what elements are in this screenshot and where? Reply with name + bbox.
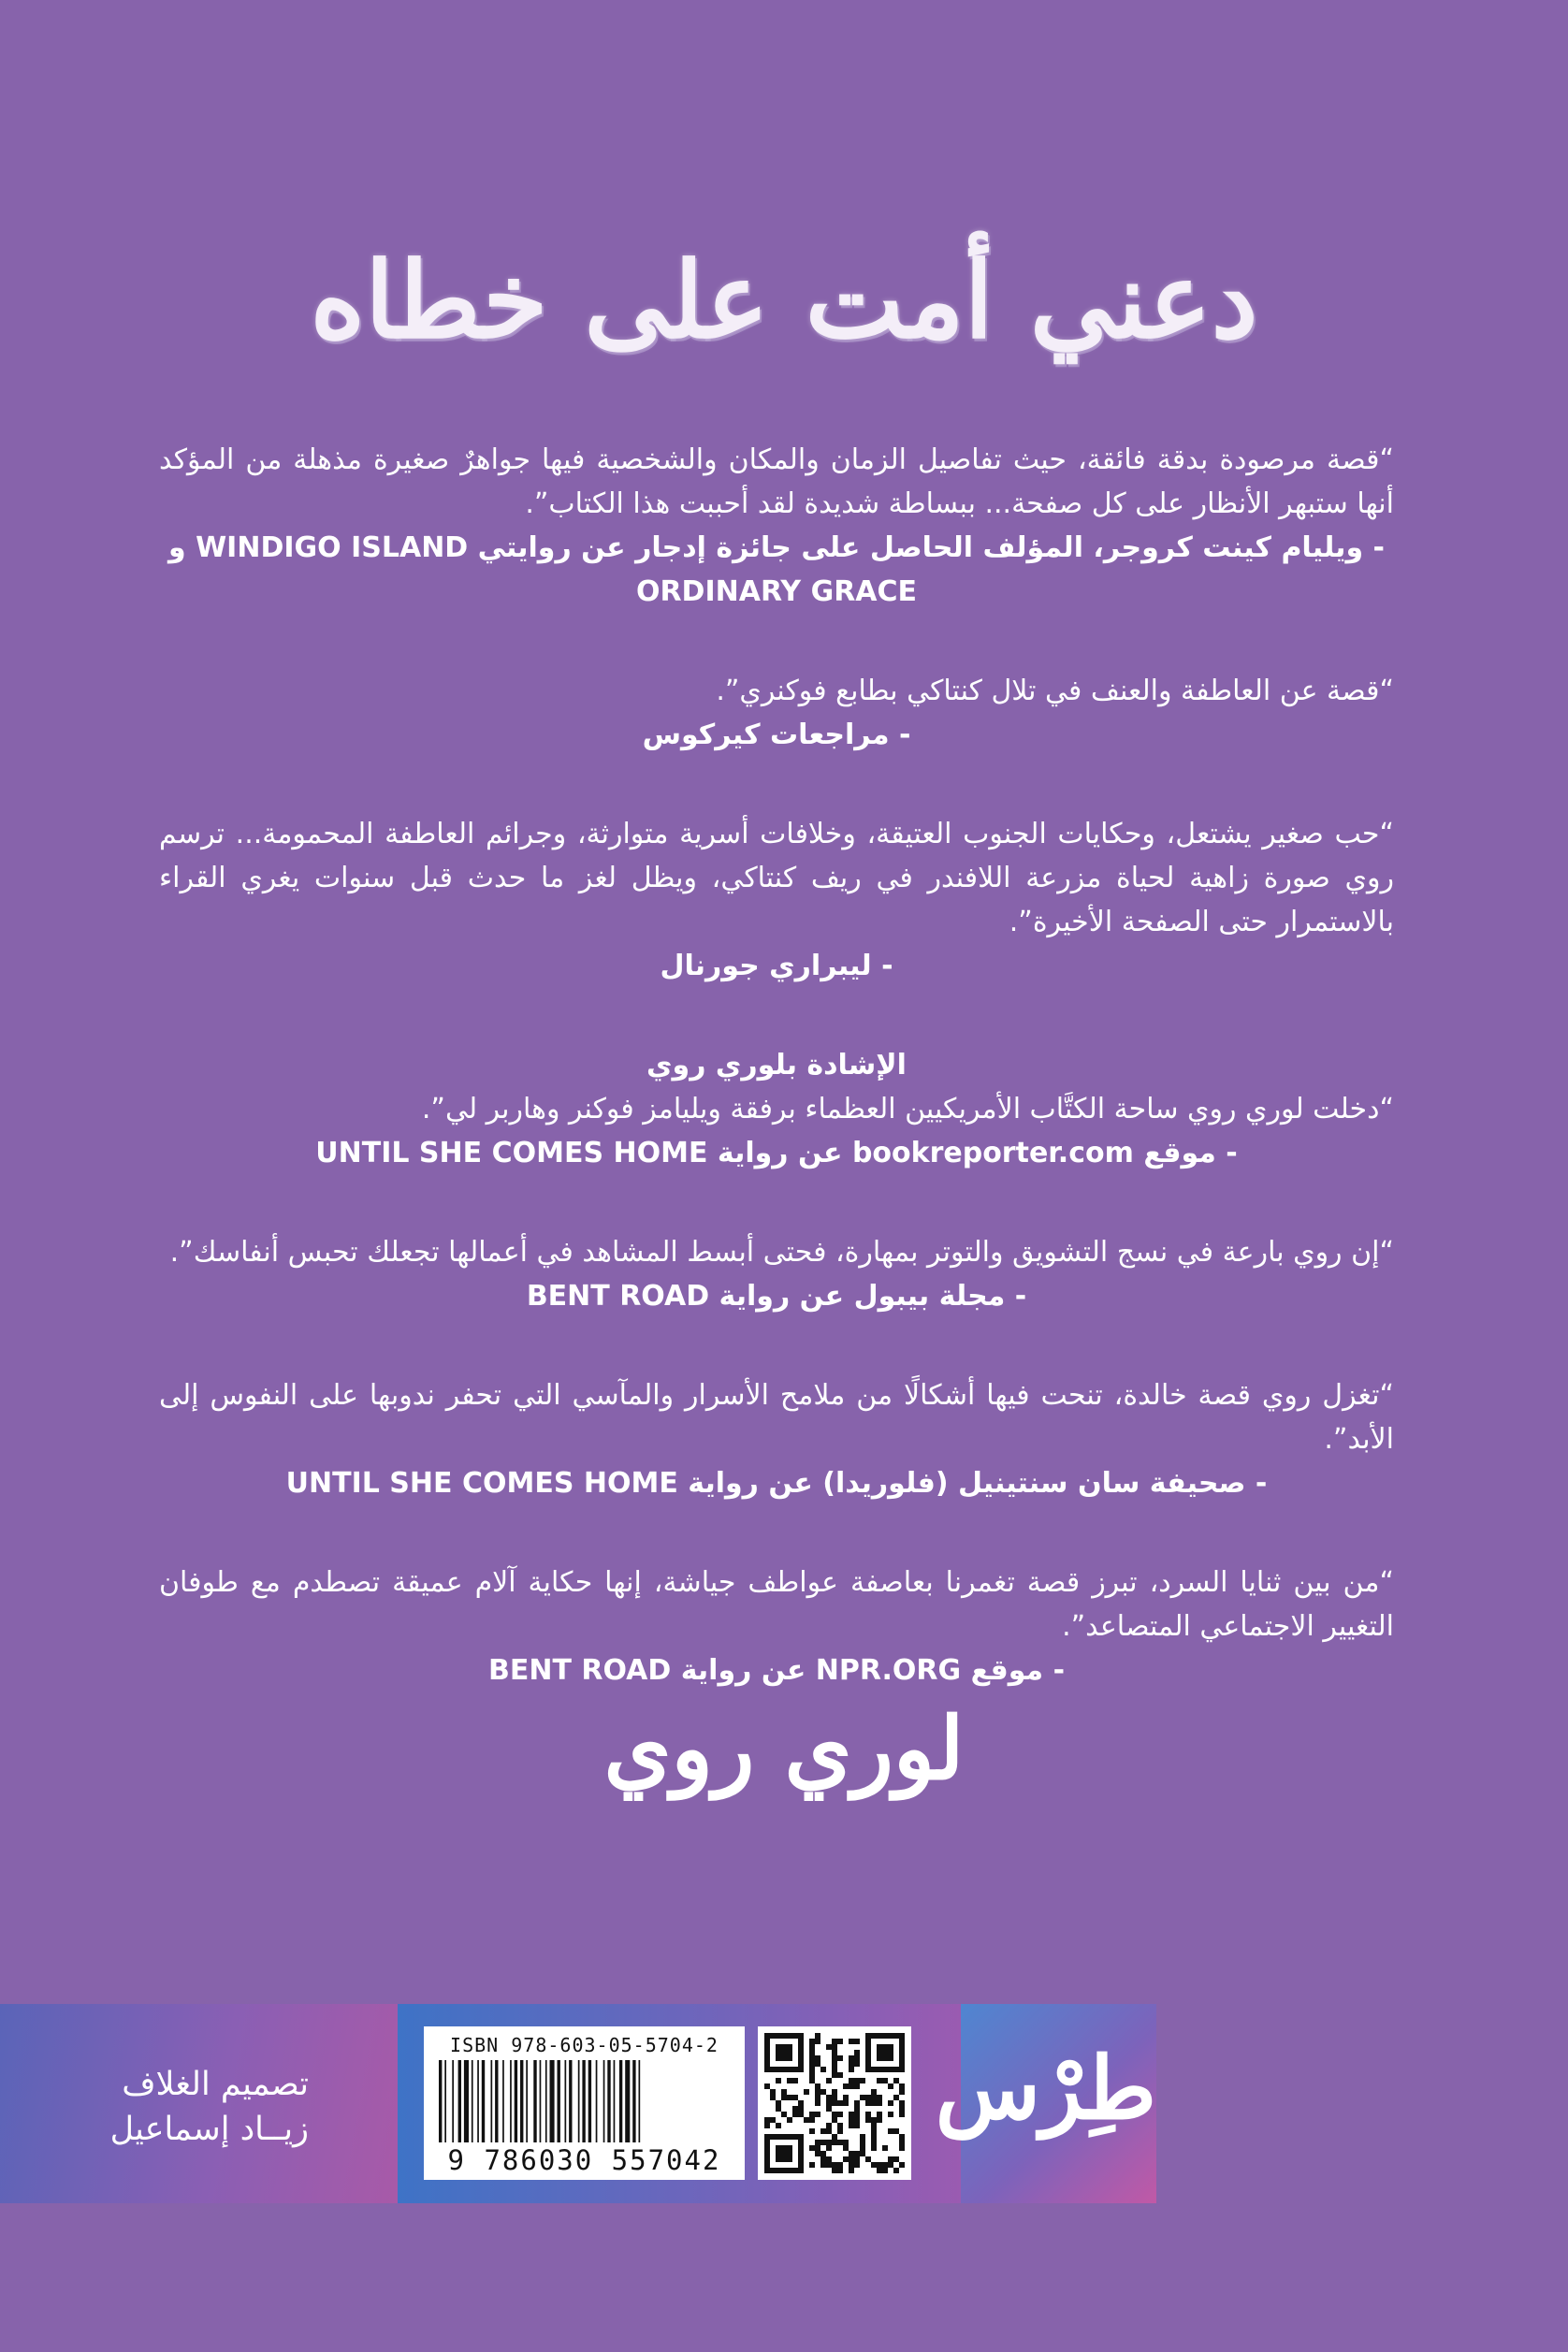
barcode-bars-icon (439, 2060, 730, 2142)
review-quote: “من بين ثنايا السرد، تبرز قصة تغمرنا بعاصفة عواطف جياشة، إنها حكاية آلام عميقة تصطدم مع طوفان التغيير الاجتماعي المتصاعد”. (159, 1566, 1394, 1643)
author-name: لوري روي (603, 1698, 965, 1799)
review-quote: “قصة عن العاطفة والعنف في تلال كنتاكي بطابع فوكنري”. (716, 675, 1394, 707)
cover-credit (110, 2062, 309, 2152)
publisher-logo: طِرْس (935, 2038, 1156, 2139)
barcode-panel (398, 2004, 961, 2203)
review-block (159, 1561, 1394, 1692)
review-source: - مراجعات كيركوس (642, 719, 911, 751)
review-quote: “حب صغير يشتعل، وحكايات الجنوب العتيقة، وخلافات أسرية متوارثة، وجرائم العاطفة المحمومة... ترسم روي صورة زاهية لحياة مزرعة اللافندر في ريف كنتاكي، ويظل لغز ما حدث قبل سنوات يغري القراء بالاستمرار حتى الصفحة الأخيرة”. (159, 818, 1394, 938)
review-source: - ويليام كينت كروجر، المؤلف الحاصل على جائزة إدجار عن روايتي WINDIGO ISLAND و ORDINARY GRACE (168, 531, 1385, 608)
review-block (159, 438, 1394, 614)
isbn-digits: 9 786030 557042 (447, 2144, 721, 2176)
praise-heading: الإشادة بلوري روي (646, 1049, 907, 1082)
bottom-band (0, 2004, 1156, 2203)
review-quote: “دخلت لوري روي ساحة الكتَّاب الأمريكيين العظماء برفقة ويليامز فوكنر وهاربر لي”. (421, 1093, 1394, 1125)
cover-credit-panel (0, 2004, 398, 2203)
review-source: - موقع bookreporter.com عن رواية UNTIL SHE COMES HOME (315, 1137, 1238, 1169)
review-block (159, 812, 1394, 988)
review-block (159, 1373, 1394, 1505)
review-quote: “قصة مرصودة بدقة فائقة، حيث تفاصيل الزمان والمكان والشخصية فيها جواهرٌ صغيرة مذهلة من المؤكد أنها ستبهر الأنظار على كل صفحة... ببساطة شديدة لقد أحببت هذا الكتاب”. (159, 443, 1394, 520)
qr-code (758, 2026, 911, 2180)
review-block (159, 1043, 1394, 1175)
publisher-logo-panel (935, 2004, 1156, 2203)
reviews-section (159, 438, 1394, 1692)
review-block (159, 669, 1394, 757)
cover-designer-name: زيــاد إسماعيل (109, 2111, 309, 2148)
qr-code-icon (758, 2026, 911, 2180)
isbn-barcode (424, 2026, 745, 2180)
isbn-label: ISBN 978-603-05-5704-2 (450, 2034, 719, 2056)
review-source: - ليبراري جورنال (660, 950, 893, 982)
review-quote: “تغزل روي قصة خالدة، تنحت فيها أشكالًا من ملامح الأسرار والمآسي التي تحفر ندوبها على النفوس إلى الأبد”. (159, 1379, 1394, 1456)
review-quote: “إن روي بارعة في نسج التشويق والتوتر بمهارة، فحتى أبسط المشاهد في أعمالها تجعلك تحبس أنفاسك”. (169, 1236, 1394, 1269)
review-source: - مجلة بيبول عن رواية BENT ROAD (526, 1280, 1027, 1313)
review-source: - موقع NPR.ORG عن رواية BENT ROAD (487, 1654, 1066, 1687)
cover-design-label: تصميم الغلاف (122, 2066, 309, 2103)
book-title: دعني أمت على خطاه (310, 240, 1258, 362)
review-block (159, 1230, 1394, 1318)
review-source: - صحيفة سان سنتينيل (فلوريدا) عن رواية UNTIL SHE COMES HOME (285, 1467, 1268, 1500)
